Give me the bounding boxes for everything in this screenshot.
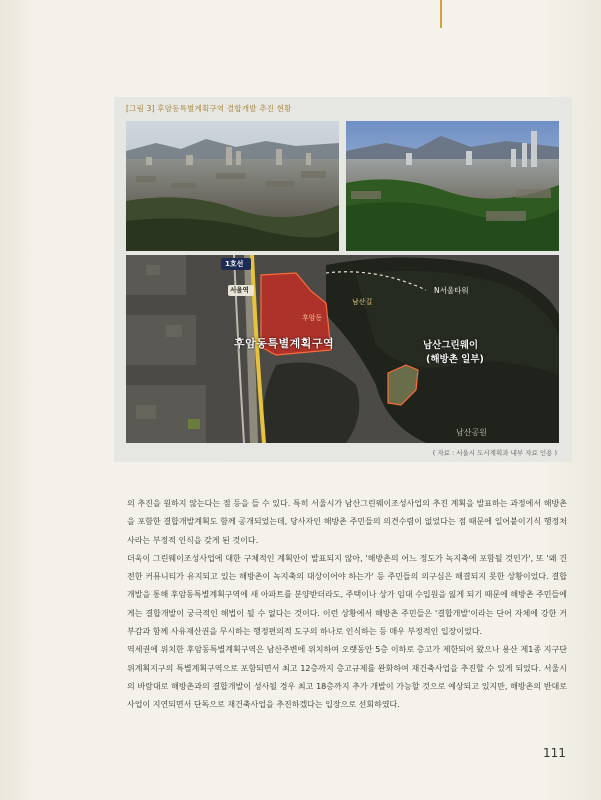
aerial-site-map <box>126 255 559 443</box>
aerial-photo-after <box>346 121 559 251</box>
figure-caption: [그림 3] 후암동특별계획구역 결합개발 추진 현황 <box>126 104 292 113</box>
page-number: 111 <box>543 746 566 760</box>
district-small-label: 후암동 <box>302 314 323 322</box>
paragraph-1: 의 추진을 원하지 않는다는 점 등을 들 수 있다. 특히 서울시가 남산그린웨이조성사업의 추진 계획을 발표하는 과정에서 해방촌을 포함한 결합개발계획도 함께 공개되었는데, 당사자인 해방촌 주민들의 의견수렴이 없었다는 점 때문에 일어붙이기식 행정처사라는 부정적 인식을 갖게 된 것이다. <box>127 499 567 545</box>
namsan-road-label: 남산길 <box>352 298 373 306</box>
body-text <box>127 495 567 715</box>
aerial-photo-before <box>126 121 339 251</box>
station-label: 서울역 <box>230 286 249 294</box>
tower-label: N서울타워 <box>434 286 469 295</box>
figure-source: ( 자료 : 서울시 도시계획과 내부 자료 인용 ) <box>432 449 557 457</box>
top-edge-mark <box>440 0 442 28</box>
district-label: 후암동특별계획구역 <box>234 337 335 350</box>
greenway-label: 남산그린웨이 <box>423 340 479 351</box>
mountain-label: 남산공원 <box>456 428 487 437</box>
paragraph-3: 역세권에 위치한 후암동특별계획구역은 남산주변에 위치하여 오랫동안 5층 이하로 층고가 제한되어 왔으나 용산 제1종 지구단위계획지구의 특별계획구역으로 포함되면서 최고 12층까지 층고규제를 완화하여 재건축사업을 추진할 수 있게 되었다. 서울시의 바람대로 해방촌과의 결합개발이 성사될 경우 최고 18층까지 추가 개발이 가능할 것으로 예상되고 있지만, 해방촌의 반대로 사업이 지연되면서 단독으로 재건축사업을 추진하겠다는 입장으로 선회하였다. <box>127 645 567 710</box>
line-badge-label: 1호선 <box>225 260 244 268</box>
haebangchon-label: (해방촌 일부) <box>426 354 484 365</box>
paragraph-2: 더욱이 그린웨이조성사업에 대한 구체적인 계획안이 발표되지 않아, '해방촌의 어느 정도가 녹지축에 포함될 것인가', 또 '왜 건전한 커뮤니티가 유지되고 있는 해방촌이 녹지축의 대상이어야 하는가' 등 주민들의 의구심은 해결되지 못한 상황이었다. 결합개발을 통해 후암동특별계획구역에 새 아파트를 분양받더라도, 주택이나 상가 임대 수입원을 잃게 되기 때문에 해방촌 주민들에게는 결합개발이 궁극적인 해법이 될 수 없다는 것이다. 이런 상황에서 해방촌 주민들은 '결합개발'이라는 단어 자체에 강한 거부감과 함께 사유재산권을 무시하는 행정편의적 도구의 하나로 인식하는 등 매우 부정적인 입장이었다. <box>127 553 567 637</box>
